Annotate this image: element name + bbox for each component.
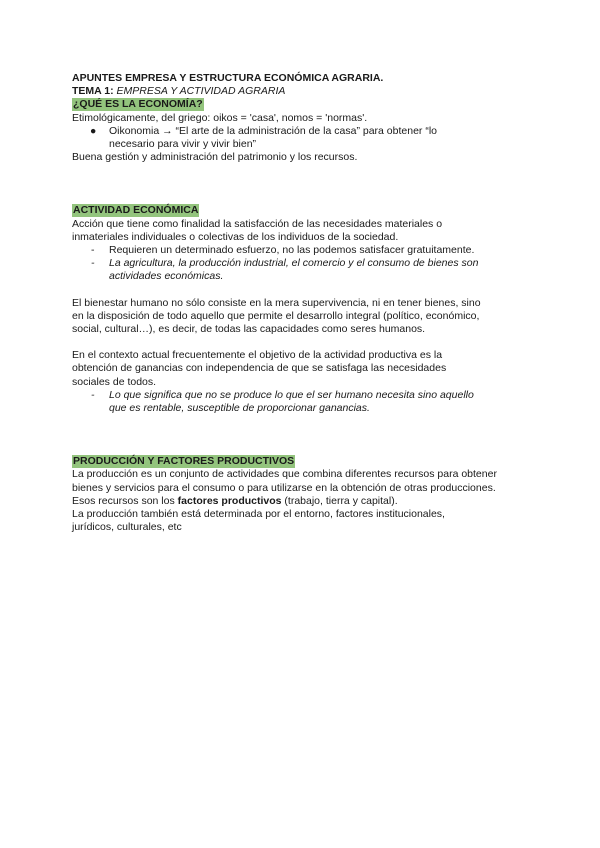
dash-item [72,257,532,283]
paragraph-line: El bienestar humano no sólo consiste en la mera supervivencia, ni en tener bienes, sino [72,296,481,309]
dash-marker: - [91,257,95,270]
paragraph-line: jurídicos, culturales, etc [72,521,182,534]
paragraph-line: La producción es un conjunto de actividades que combina diferentes recursos para obtener [72,468,497,481]
dash-line: Lo que significa que no se produce lo que el ser humano necesita sino aquello [109,388,474,401]
dash-marker: - [91,388,95,401]
bullet-marker: ● [90,124,97,137]
etimologia-line: Etimológicamente, del griego: oikos = 'casa', nomos = 'normas'. [72,111,368,124]
dash-line: actividades económicas. [109,270,224,283]
bullet-item [72,125,532,151]
paragraph-line: Acción que tiene como finalidad la satisfacción de las necesidades materiales o [72,217,443,230]
tema-label: TEMA 1: [72,85,114,98]
section-heading-actividad: ACTIVIDAD ECONÓMICA [73,204,199,217]
document-body [72,72,532,534]
document-title: APUNTES EMPRESA Y ESTRUCTURA ECONÓMICA AGRARIA. [72,72,384,84]
tema-text: EMPRESA Y ACTIVIDAD AGRARIA [116,85,286,98]
dash-line: La agricultura, la producción industrial, el comercio y el consumo de bienes son [109,257,479,270]
dash-item [72,389,532,415]
paragraph-line: bienes y servicios para el consumo o para utilizarse en la obtención de otras producciones. [72,481,496,494]
paragraph-line: En el contexto actual frecuentemente el objetivo de la actividad productiva es la [72,349,443,362]
dash-line: que es rentable, susceptible de proporcionar ganancias. [109,402,370,415]
gestion-line: Buena gestión y administración del patrimonio y los recursos. [72,151,358,164]
section-heading-produccion: PRODUCCIÓN Y FACTORES PRODUCTIVOS [73,455,295,468]
text-run: (trabajo, tierra y capital). [281,494,398,507]
section-heading-economia: ¿QUÉ ES LA ECONOMÍA? [73,98,203,111]
factores-productivos-term: factores productivos [177,494,282,507]
tema-line [72,85,532,98]
paragraph-line: inmateriales individuales o colectivas de los individuos de la sociedad. [72,230,399,243]
paragraph-line: social, cultural…), es decir, de todas las capacidades como seres humanos. [72,323,426,336]
bullet-line: Oikonomia → “El arte de la administración de la casa” para obtener “lo [109,124,437,137]
text-run: Esos recursos son los [72,494,178,507]
paragraph-line: sociales de todos. [72,375,157,388]
paragraph-line: en la disposición de todo aquello que permite el desarrollo integral (político, económico, [72,309,480,322]
dash-line: Requieren un determinado esfuerzo, no las podemos satisfacer gratuitamente. [109,244,475,257]
bullet-line: necesario para vivir y vivir bien” [109,138,257,151]
paragraph-line: obtención de ganancias con independencia de que se satisfaga las necesidades [72,362,447,375]
dash-marker: - [91,244,95,257]
paragraph-line [72,495,532,508]
paragraph-line: La producción también está determinada por el entorno, factores institucionales, [72,508,445,521]
dash-item [72,244,532,257]
